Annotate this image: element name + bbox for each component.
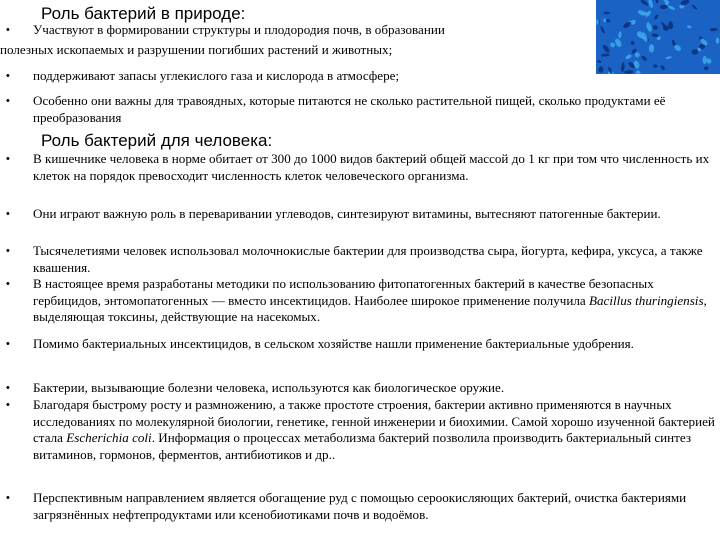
- list-item-human-6: • Бактерии, вызывающие болезни человека, используются как биологическое оружие.: [6, 380, 505, 395]
- list-item-nature-1-cont: полезных ископаемых и разрушении погибших растений и животных;: [0, 42, 393, 57]
- list-item-human-2: • Они играют важную роль в переваривании углеводов, синтезируют витамины, вытесняют патогенные бактерии.: [6, 206, 661, 221]
- list-item-human-5: • Помимо бактериальных инсектицидов, в сельском хозяйстве нашли применение бактериальные удобрения.: [6, 336, 634, 351]
- heading-nature: Роль бактерий в природе:: [41, 4, 246, 23]
- bullet-icon: •: [6, 338, 10, 350]
- bullet-icon: •: [6, 153, 10, 165]
- list-item-human-1: • В кишечнике человека в норме обитает от 300 до 1000 видов бактерий общей массой до 1 кг при том что численность их клеток на порядок превосходит численность клеток человеческого организма.: [6, 151, 710, 183]
- list-item-human-4: • В настоящее время разработаны методики по использованию фитопатогенных бактерий в качестве безопасных гербицидов, энтомопатогенных — вместо инсектицидов. Наиболее широкое применение получила Bacillus thuringiensis, выделяющая токсины, действующие на насекомых.: [6, 276, 707, 324]
- bullet-icon: •: [6, 95, 10, 107]
- list-item-nature-2: • поддерживают запасы углекислого газа и кислорода в атмосфере;: [6, 68, 400, 83]
- species-name: Escherichia coli: [66, 430, 152, 445]
- bacterium-cell: [604, 12, 610, 15]
- bullet-icon: •: [6, 24, 10, 36]
- species-name: Bacillus thuringiensis: [588, 292, 704, 308]
- bullet-icon: •: [6, 278, 10, 290]
- bullet-icon: •: [6, 399, 10, 411]
- bullet-icon: •: [6, 382, 10, 394]
- list-item-human-8: • Перспективным направлением является обогащение руд с помощью сероокисляющих бактерий, очистка бактериями загрязнённых нефтепродуктами или ксенобиотиками почв и водоёмов.: [6, 490, 687, 522]
- list-item-nature-1: • Участвуют в формировании структуры и плодородия почв, в образовании: [6, 22, 445, 37]
- bullet-icon: •: [6, 245, 10, 257]
- heading-human: Роль бактерий для человека:: [41, 131, 273, 150]
- bullet-icon: •: [6, 492, 10, 504]
- list-item-human-3: • Тысячелетиями человек использовал молочнокислые бактерии для производства сыра, йогурта, кефира, уксуса, а также квашения.: [6, 243, 703, 275]
- bullet-icon: •: [6, 208, 10, 220]
- list-item-nature-3: • Особенно они важны для травоядных, которые питаются не сколько растительной пищей, сколько продуктами её преобразования: [6, 93, 666, 125]
- bullet-icon: •: [6, 70, 10, 82]
- list-item-human-7: • Благодаря быстрому росту и размножению, а также простоте строения, бактерии активно применяются в научных исследованиях по молекулярной биологии, генетике, генной инженерии и биохимии. Самой хорошо изученной бактерией стала Escherichia coli. Информация о процессах метаболизма бактерий позволила производить бактериальный синтез витаминов, гормонов, ферментов, антибиотиков и др..: [6, 397, 715, 462]
